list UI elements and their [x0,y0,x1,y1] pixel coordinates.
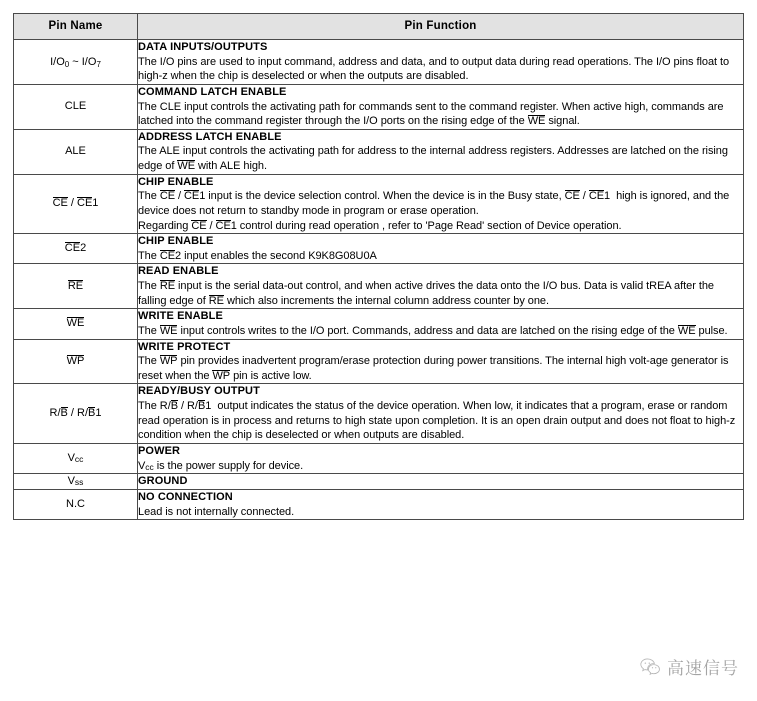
table-row [14,474,744,490]
pin-function-cell [138,234,744,264]
pin-function-cell [138,84,744,129]
pin-function-description: The RE input is the serial data-out control, and when active drives the data onto the I/O bus. Data is valid tREA after the falling edge of RE which also increments the internal column address counter by one. [138,280,714,307]
pin-name-cell: WP [14,339,138,384]
pin-name-cell: CE / CE1 [14,174,138,234]
table-row [14,309,744,339]
pin-name-cell: R/B / R/B1 [14,384,138,444]
table-row [14,84,744,129]
pin-function-description: The WE input controls writes to the I/O port. Commands, address and data are latched on the rising edge of the WE pulse. [138,324,728,337]
pin-function-description: The ALE input controls the activating path for address to the internal address registers. Addresses are latched on the rising edge of WE with ALE high. [138,145,728,172]
pin-function-description: The I/O pins are used to input command, address and data, and to output data during read operations. The I/O pins float to high-z when the chip is deselected or when the outputs are disabled. [138,55,730,83]
pin-name-cell: $I/O_0$ ~ $I/O_7$ [14,40,138,85]
table-header-row [14,14,744,40]
pin-function-cell [138,339,744,384]
pin-name-cell: Vcc [14,443,138,473]
pin-function-cell [138,474,744,490]
pin-function-title: WRITE ENABLE [138,310,223,323]
pin-function-cell [138,40,744,85]
pin-function-description: The CE2 input enables the second K9K8G08U0A [138,249,377,262]
table-row [14,489,744,519]
pin-name-cell: N.C [14,489,138,519]
table-row [14,339,744,384]
pin-function-cell [138,129,744,174]
pin-function-description: Vcc is the power supply for device. [138,459,304,472]
pin-description-table-container [13,13,743,520]
wechat-logo-icon [639,656,661,678]
table-body [14,40,744,520]
table-row [14,384,744,444]
pin-name-cell: WE [14,309,138,339]
pin-function-title: ADDRESS LATCH ENABLE [138,130,282,143]
pin-function-description: The R/B / R/B1 output indicates the status of the device operation. When low, it indicates that a program, erase or random read operation is in process and returns to high state upon completion. It is an open drain output and does not float to high-z condition when the chip is deselected or when outputs are disabled. [138,400,736,442]
pin-function-title: READ ENABLE [138,265,219,278]
pin-name-cell: RE [14,264,138,309]
table-row [14,234,744,264]
table-row [14,129,744,174]
table-row [14,174,744,234]
pin-function-cell [138,443,744,473]
pin-function-cell [138,174,744,234]
table-row [14,264,744,309]
pin-function-title: CHIP ENABLE [138,235,214,248]
pin-function-title: CHIP ENABLE [138,175,214,188]
table-row [14,40,744,85]
pin-function-title: COMMAND LATCH ENABLE [138,85,287,98]
column-header-pin-function: Pin Function [138,14,744,40]
pin-function-description: The CE / CE1 input is the device selection control. When the device is in the Busy state, CE / CE1 high is ignored, and the device does not return to standby mode in program or erase operation. Regarding CE / CE1 control during read operation , refer to 'Page Read' section of Device operation. [138,190,730,232]
pin-name-cell: CE2 [14,234,138,264]
pin-name-cell: Vss [14,474,138,490]
pin-function-title: NO CONNECTION [138,490,233,503]
pin-function-title: READY/BUSY OUTPUT [138,385,260,398]
pin-function-title: GROUND [138,475,188,488]
pin-function-description: The WP pin provides inadvertent program/erase protection during power transitions. The internal high volt-age generator is reset when the WP pin is active low. [138,355,729,382]
pin-function-cell [138,489,744,519]
column-header-pin-name: Pin Name [14,14,138,40]
pin-function-cell [138,384,744,444]
pin-function-title: WRITE PROTECT [138,340,231,353]
table-row [14,443,744,473]
pin-description-table [13,13,744,520]
pin-name-cell: CLE [14,84,138,129]
pin-function-cell [138,264,744,309]
pin-function-title: POWER [138,444,181,457]
watermark [639,654,739,679]
pin-function-cell [138,309,744,339]
table-header [14,14,744,40]
pin-function-description: Lead is not internally connected. [138,505,295,518]
pin-name-cell: ALE [14,129,138,174]
pin-function-description: The CLE input controls the activating path for commands sent to the command register. When active high, commands are latched into the command register through the I/O ports on the rising edge of the WE signal. [138,100,724,128]
pin-function-title: DATA INPUTS/OUTPUTS [138,41,268,53]
watermark-text: 高速信号 [667,659,739,679]
